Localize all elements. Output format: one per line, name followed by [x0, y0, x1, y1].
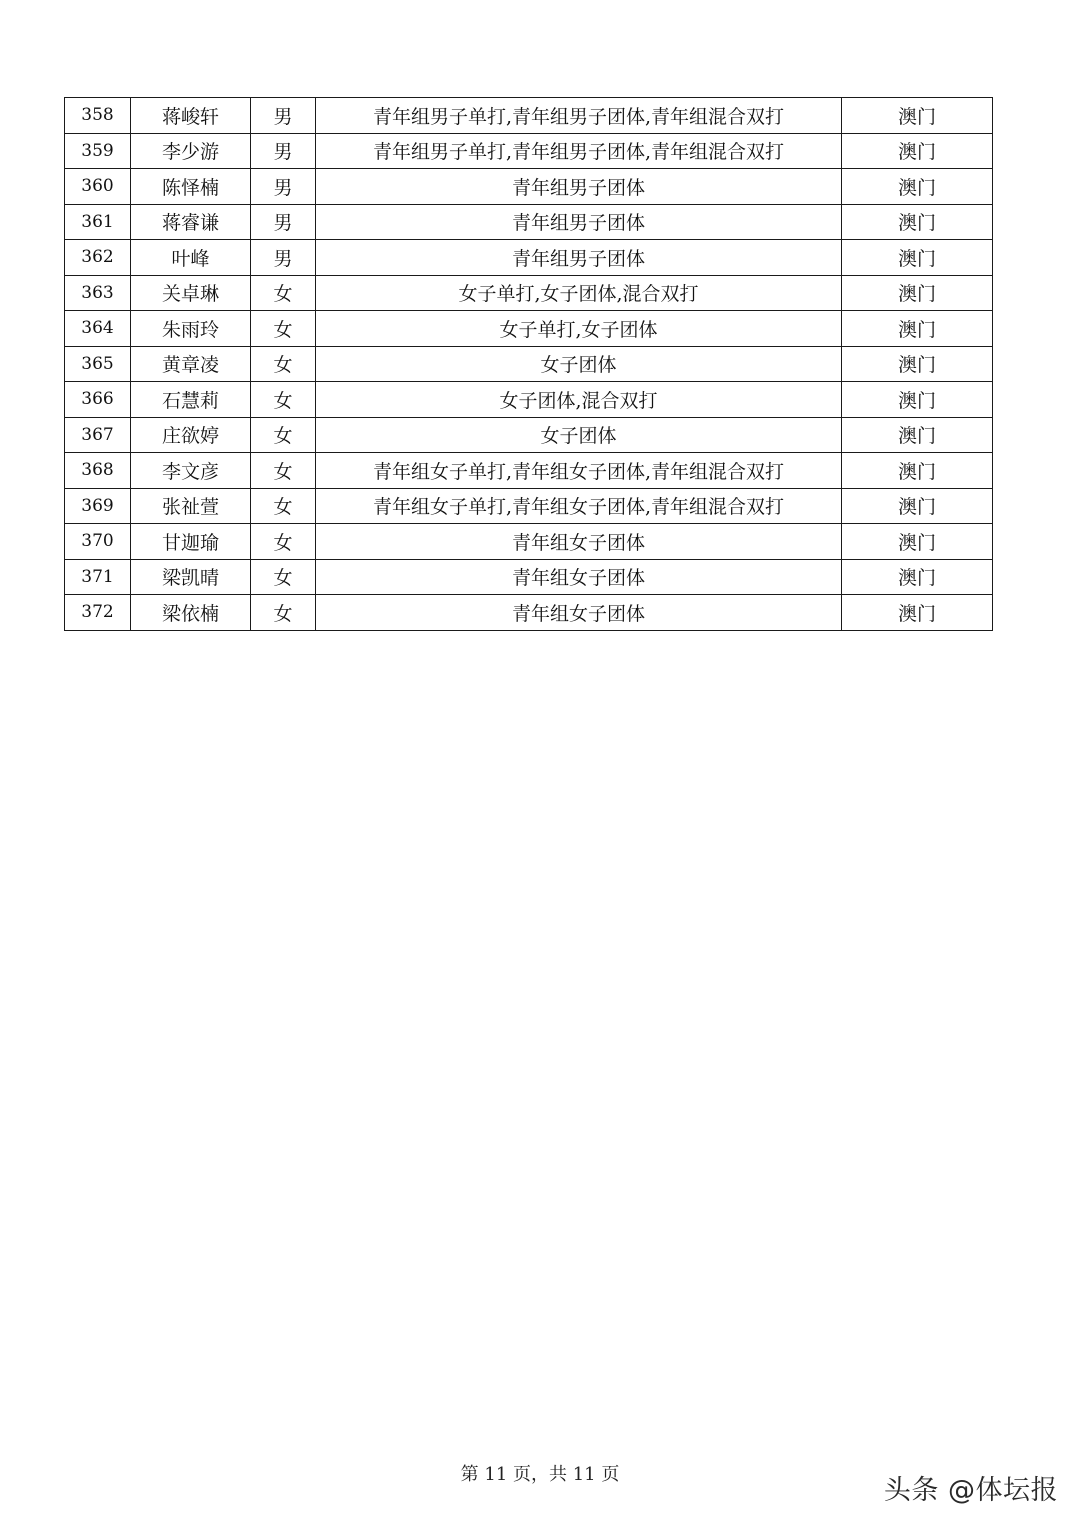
cell-events: 青年组男子团体 — [316, 240, 842, 276]
table-row — [65, 559, 993, 595]
cell-region: 澳门 — [842, 204, 993, 240]
table-row — [65, 382, 993, 418]
cell-name: 叶峰 — [131, 240, 251, 276]
cell-region: 澳门 — [842, 275, 993, 311]
cell-region: 澳门 — [842, 169, 993, 205]
cell-events: 青年组男子单打,青年组男子团体,青年组混合双打 — [316, 98, 842, 134]
cell-gender: 女 — [251, 559, 316, 595]
cell-events: 青年组男子团体 — [316, 169, 842, 205]
cell-name: 庄欲婷 — [131, 417, 251, 453]
cell-number: 371 — [65, 559, 131, 595]
cell-events: 青年组女子单打,青年组女子团体,青年组混合双打 — [316, 453, 842, 489]
table-row — [65, 346, 993, 382]
cell-name: 张祉萱 — [131, 488, 251, 524]
cell-gender: 女 — [251, 311, 316, 347]
cell-gender: 女 — [251, 275, 316, 311]
cell-events: 女子团体 — [316, 346, 842, 382]
page-number: 第 11 页，共 11 页 — [460, 1464, 620, 1485]
watermark: 头条 @体坛报 — [883, 1475, 1058, 1506]
cell-events: 青年组男子单打,青年组男子团体,青年组混合双打 — [316, 133, 842, 169]
cell-gender: 男 — [251, 204, 316, 240]
table-row — [65, 453, 993, 489]
cell-number: 368 — [65, 453, 131, 489]
cell-gender: 女 — [251, 524, 316, 560]
table-row — [65, 275, 993, 311]
table-row — [65, 98, 993, 134]
cell-region: 澳门 — [842, 595, 993, 631]
cell-events: 女子团体 — [316, 417, 842, 453]
cell-number: 361 — [65, 204, 131, 240]
table-row — [65, 417, 993, 453]
roster-table — [64, 97, 993, 631]
cell-region: 澳门 — [842, 311, 993, 347]
cell-gender: 男 — [251, 169, 316, 205]
cell-region: 澳门 — [842, 240, 993, 276]
table-row — [65, 595, 993, 631]
cell-number: 369 — [65, 488, 131, 524]
cell-name: 朱雨玲 — [131, 311, 251, 347]
cell-name: 李文彦 — [131, 453, 251, 489]
cell-number: 370 — [65, 524, 131, 560]
cell-region: 澳门 — [842, 346, 993, 382]
cell-region: 澳门 — [842, 453, 993, 489]
cell-name: 关卓琳 — [131, 275, 251, 311]
cell-gender: 男 — [251, 98, 316, 134]
cell-number: 359 — [65, 133, 131, 169]
cell-number: 358 — [65, 98, 131, 134]
cell-number: 363 — [65, 275, 131, 311]
cell-gender: 男 — [251, 133, 316, 169]
table-row — [65, 169, 993, 205]
cell-region: 澳门 — [842, 98, 993, 134]
cell-events: 青年组女子团体 — [316, 595, 842, 631]
table-row — [65, 240, 993, 276]
cell-region: 澳门 — [842, 133, 993, 169]
cell-events: 女子团体,混合双打 — [316, 382, 842, 418]
cell-region: 澳门 — [842, 382, 993, 418]
table-row — [65, 488, 993, 524]
cell-gender: 女 — [251, 382, 316, 418]
table-row — [65, 204, 993, 240]
cell-gender: 女 — [251, 453, 316, 489]
cell-gender: 女 — [251, 488, 316, 524]
cell-name: 蒋峻轩 — [131, 98, 251, 134]
cell-region: 澳门 — [842, 417, 993, 453]
cell-number: 362 — [65, 240, 131, 276]
cell-region: 澳门 — [842, 524, 993, 560]
cell-name: 石慧莉 — [131, 382, 251, 418]
cell-name: 蒋睿谦 — [131, 204, 251, 240]
cell-name: 陈怿楠 — [131, 169, 251, 205]
cell-gender: 女 — [251, 417, 316, 453]
roster-table-body — [65, 98, 993, 631]
cell-events: 青年组男子团体 — [316, 204, 842, 240]
table-row — [65, 524, 993, 560]
cell-number: 367 — [65, 417, 131, 453]
table-row — [65, 311, 993, 347]
cell-gender: 女 — [251, 346, 316, 382]
cell-name: 甘迦瑜 — [131, 524, 251, 560]
cell-number: 372 — [65, 595, 131, 631]
cell-number: 365 — [65, 346, 131, 382]
cell-events: 女子单打,女子团体 — [316, 311, 842, 347]
cell-gender: 男 — [251, 240, 316, 276]
cell-events: 青年组女子单打,青年组女子团体,青年组混合双打 — [316, 488, 842, 524]
cell-name: 黄章凌 — [131, 346, 251, 382]
table-row — [65, 133, 993, 169]
cell-name: 梁依楠 — [131, 595, 251, 631]
cell-number: 364 — [65, 311, 131, 347]
cell-region: 澳门 — [842, 559, 993, 595]
cell-name: 李少游 — [131, 133, 251, 169]
cell-number: 360 — [65, 169, 131, 205]
cell-region: 澳门 — [842, 488, 993, 524]
cell-name: 梁凯晴 — [131, 559, 251, 595]
cell-events: 青年组女子团体 — [316, 524, 842, 560]
cell-number: 366 — [65, 382, 131, 418]
cell-events: 青年组女子团体 — [316, 559, 842, 595]
cell-gender: 女 — [251, 595, 316, 631]
cell-events: 女子单打,女子团体,混合双打 — [316, 275, 842, 311]
